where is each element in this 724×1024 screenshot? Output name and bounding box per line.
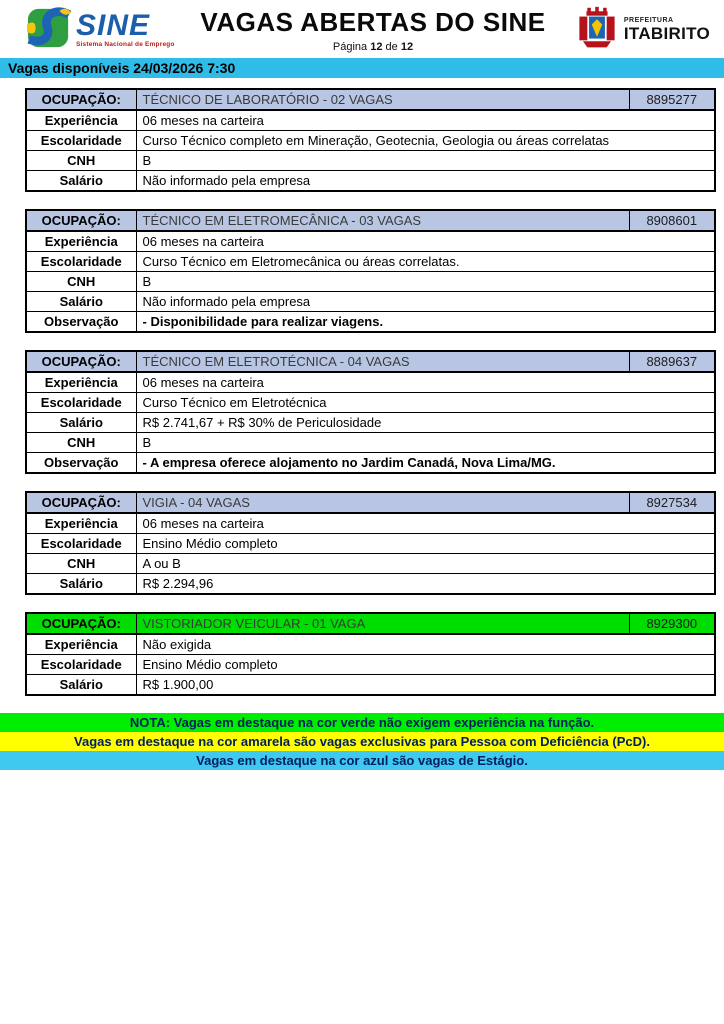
- job-table: [25, 350, 716, 474]
- job-title: VISTORIADOR VEICULAR - 01 VAGA: [136, 613, 629, 634]
- title-block: [196, 7, 550, 53]
- row-value: 06 meses na carteira: [136, 372, 715, 393]
- page-total: 12: [400, 41, 414, 53]
- row-label: CNH: [26, 554, 136, 574]
- job-table: [25, 612, 716, 696]
- itabirito-crest-icon: [575, 5, 619, 56]
- job-id: 8929300: [629, 613, 715, 634]
- itabirito-wordmark: ITABIRITO: [623, 23, 710, 43]
- row-value: 06 meses na carteira: [136, 231, 715, 252]
- occupation-label: OCUPAÇÃO:: [26, 89, 136, 110]
- occupation-header-row: [26, 613, 715, 634]
- row-value: R$ 2.741,67 + R$ 30% de Periculosidade: [136, 413, 715, 433]
- job-id: 8908601: [629, 210, 715, 231]
- row-value: Curso Técnico em Eletrotécnica: [136, 393, 715, 413]
- row-label: CNH: [26, 151, 136, 171]
- note-yellow: Vagas em destaque na cor amarela são vagas exclusivas para Pessoa com Deficiência (PcD).: [0, 732, 724, 751]
- page-of-label: de: [385, 41, 398, 53]
- occupation-header-row: [26, 89, 715, 110]
- page-header: [0, 0, 724, 56]
- row-label: Escolaridade: [26, 131, 136, 151]
- row-label: Experiência: [26, 110, 136, 131]
- occupation-label: OCUPAÇÃO:: [26, 613, 136, 634]
- job-id: 8927534: [629, 492, 715, 513]
- job-table: [25, 491, 716, 595]
- prefeitura-itabirito-logo: [550, 5, 710, 56]
- job-tables: [0, 78, 724, 696]
- row-value: B: [136, 272, 715, 292]
- table-row: [26, 675, 715, 696]
- row-label: Salário: [26, 171, 136, 192]
- note-blue: Vagas em destaque na cor azul são vagas de Estágio.: [0, 751, 724, 770]
- occupation-label: OCUPAÇÃO:: [26, 210, 136, 231]
- note-green: NOTA: Vagas em destaque na cor verde não exigem experiência na função.: [0, 713, 724, 732]
- row-value: - Disponibilidade para realizar viagens.: [136, 312, 715, 333]
- sine-logo: [26, 6, 196, 55]
- job-id: 8889637: [629, 351, 715, 372]
- table-row: [26, 272, 715, 292]
- row-label: Experiência: [26, 634, 136, 655]
- row-value: 06 meses na carteira: [136, 110, 715, 131]
- row-label: Experiência: [26, 372, 136, 393]
- table-row: [26, 231, 715, 252]
- itabirito-prefeitura-label: PREFEITURA: [623, 16, 674, 24]
- page-title: VAGAS ABERTAS DO SINE: [200, 7, 546, 37]
- row-label: CNH: [26, 433, 136, 453]
- job-table: [25, 88, 716, 192]
- row-value: Não informado pela empresa: [136, 292, 715, 312]
- table-row: [26, 433, 715, 453]
- row-label: Experiência: [26, 231, 136, 252]
- table-row: [26, 413, 715, 433]
- table-row: [26, 252, 715, 272]
- row-label: Observação: [26, 312, 136, 333]
- occupation-header-row: [26, 492, 715, 513]
- row-value: R$ 2.294,96: [136, 574, 715, 595]
- table-row: [26, 110, 715, 131]
- row-value: Ensino Médio completo: [136, 655, 715, 675]
- table-row: [26, 372, 715, 393]
- row-label: Escolaridade: [26, 252, 136, 272]
- row-value: R$ 1.900,00: [136, 675, 715, 696]
- row-value: 06 meses na carteira: [136, 513, 715, 534]
- table-row: [26, 312, 715, 333]
- row-value: - A empresa oferece alojamento no Jardim Canadá, Nova Lima/MG.: [136, 453, 715, 474]
- table-row: [26, 393, 715, 413]
- page-current: 12: [370, 41, 383, 53]
- sine-logo-text: [76, 9, 175, 48]
- table-row: [26, 574, 715, 595]
- occupation-label: OCUPAÇÃO:: [26, 492, 136, 513]
- legend-notes: [0, 713, 724, 770]
- row-value: B: [136, 433, 715, 453]
- row-value: Ensino Médio completo: [136, 534, 715, 554]
- row-label: CNH: [26, 272, 136, 292]
- row-label: Escolaridade: [26, 393, 136, 413]
- job-title: VIGIA - 04 VAGAS: [136, 492, 629, 513]
- occupation-label: OCUPAÇÃO:: [26, 351, 136, 372]
- job-title: TÉCNICO DE LABORATÓRIO - 02 VAGAS: [136, 89, 629, 110]
- row-label: Salário: [26, 292, 136, 312]
- page-label: Página: [332, 41, 368, 53]
- row-label: Salário: [26, 574, 136, 595]
- table-row: [26, 513, 715, 534]
- job-table: [25, 209, 716, 333]
- row-value: B: [136, 151, 715, 171]
- sine-tagline: Sistema Nacional de Emprego: [76, 41, 175, 48]
- row-value: Curso Técnico completo em Mineração, Geotecnia, Geologia ou áreas correlatas: [136, 131, 715, 151]
- table-row: [26, 171, 715, 192]
- row-label: Experiência: [26, 513, 136, 534]
- sine-wordmark: SINE: [76, 9, 151, 42]
- occupation-header-row: [26, 210, 715, 231]
- table-row: [26, 292, 715, 312]
- page-number: [196, 41, 550, 53]
- row-value: Não exigida: [136, 634, 715, 655]
- table-row: [26, 655, 715, 675]
- table-row: [26, 634, 715, 655]
- available-jobs-banner: Vagas disponíveis 24/03/2026 7:30: [0, 58, 724, 78]
- job-title: TÉCNICO EM ELETROMECÂNICA - 03 VAGAS: [136, 210, 629, 231]
- table-row: [26, 534, 715, 554]
- sine-emblem-icon: [26, 6, 72, 55]
- row-value: Não informado pela empresa: [136, 171, 715, 192]
- row-label: Salário: [26, 675, 136, 696]
- itabirito-logo-text: [624, 17, 710, 44]
- table-row: [26, 453, 715, 474]
- occupation-header-row: [26, 351, 715, 372]
- table-row: [26, 131, 715, 151]
- table-row: [26, 151, 715, 171]
- row-label: Escolaridade: [26, 534, 136, 554]
- row-value: Curso Técnico em Eletromecânica ou áreas correlatas.: [136, 252, 715, 272]
- job-id: 8895277: [629, 89, 715, 110]
- job-title: TÉCNICO EM ELETROTÉCNICA - 04 VAGAS: [136, 351, 629, 372]
- table-row: [26, 554, 715, 574]
- row-value: A ou B: [136, 554, 715, 574]
- row-label: Salário: [26, 413, 136, 433]
- row-label: Observação: [26, 453, 136, 474]
- row-label: Escolaridade: [26, 655, 136, 675]
